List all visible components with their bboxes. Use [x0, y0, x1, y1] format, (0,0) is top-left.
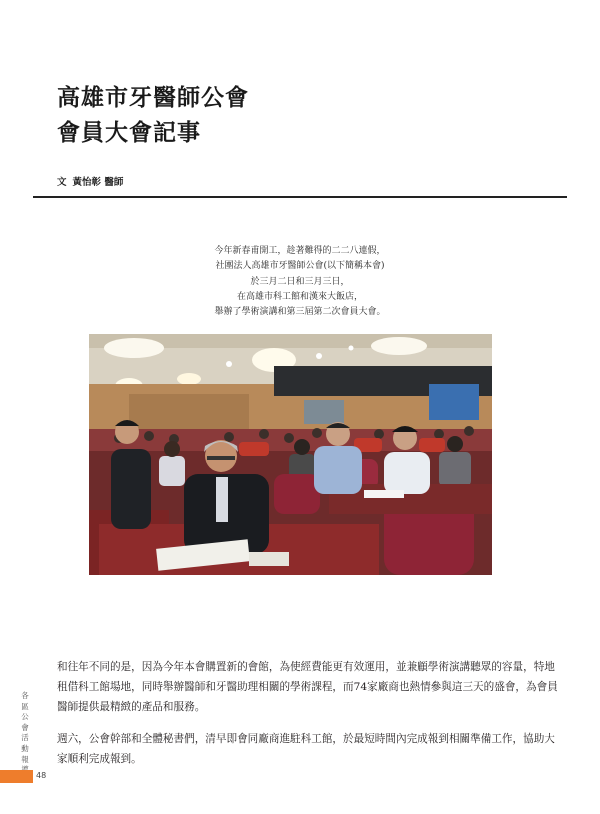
article-title: [57, 80, 249, 150]
paragraph: 和往年不同的是，因為今年本會購置新的會館，為使經費能更有效運用，並兼顧學術演講聽眾的容量，特地租借科工館場地，同時舉辦醫師和牙醫助理相關的學術課程，而74家廠商也熱情參與這三天的盛會，為會員醫師提供最精緻的產品和服務。: [57, 661, 558, 713]
paragraph: 週六，公會幹部和全體秘書們，清早即會同廠商進駐科工館，於最短時間內完成報到相關準備工作，協助大家順利完成報到。: [57, 733, 555, 765]
title-line-2: 會員大會記事: [57, 119, 201, 146]
title-divider: [33, 196, 567, 198]
title-line-1: 高雄市牙醫師公會: [57, 84, 249, 111]
section-label: 各區公會活動報: [21, 691, 29, 764]
intro-block: [150, 244, 450, 320]
intro-line: 今年新春甫開工，趁著難得的二二八連假，: [214, 246, 386, 256]
page-accent-tab: [0, 770, 33, 783]
author-prefix: 文: [57, 177, 67, 188]
conference-photo: [89, 334, 492, 575]
page-number: 48: [36, 771, 47, 780]
author-name: 黃怡彰 醫師: [72, 177, 124, 188]
intro-line: 社團法人高雄市牙醫師公會(以下簡稱本會): [215, 261, 385, 272]
intro-line: 在高雄市科工館和漢來大飯店，: [236, 291, 363, 302]
author-byline: [57, 174, 123, 188]
intro-line: 舉辦了學術演講和第三屆第二次會員大會。: [214, 307, 386, 318]
intro-line: 於三月二日和三月三日，: [250, 276, 350, 287]
article-body: [57, 657, 562, 781]
